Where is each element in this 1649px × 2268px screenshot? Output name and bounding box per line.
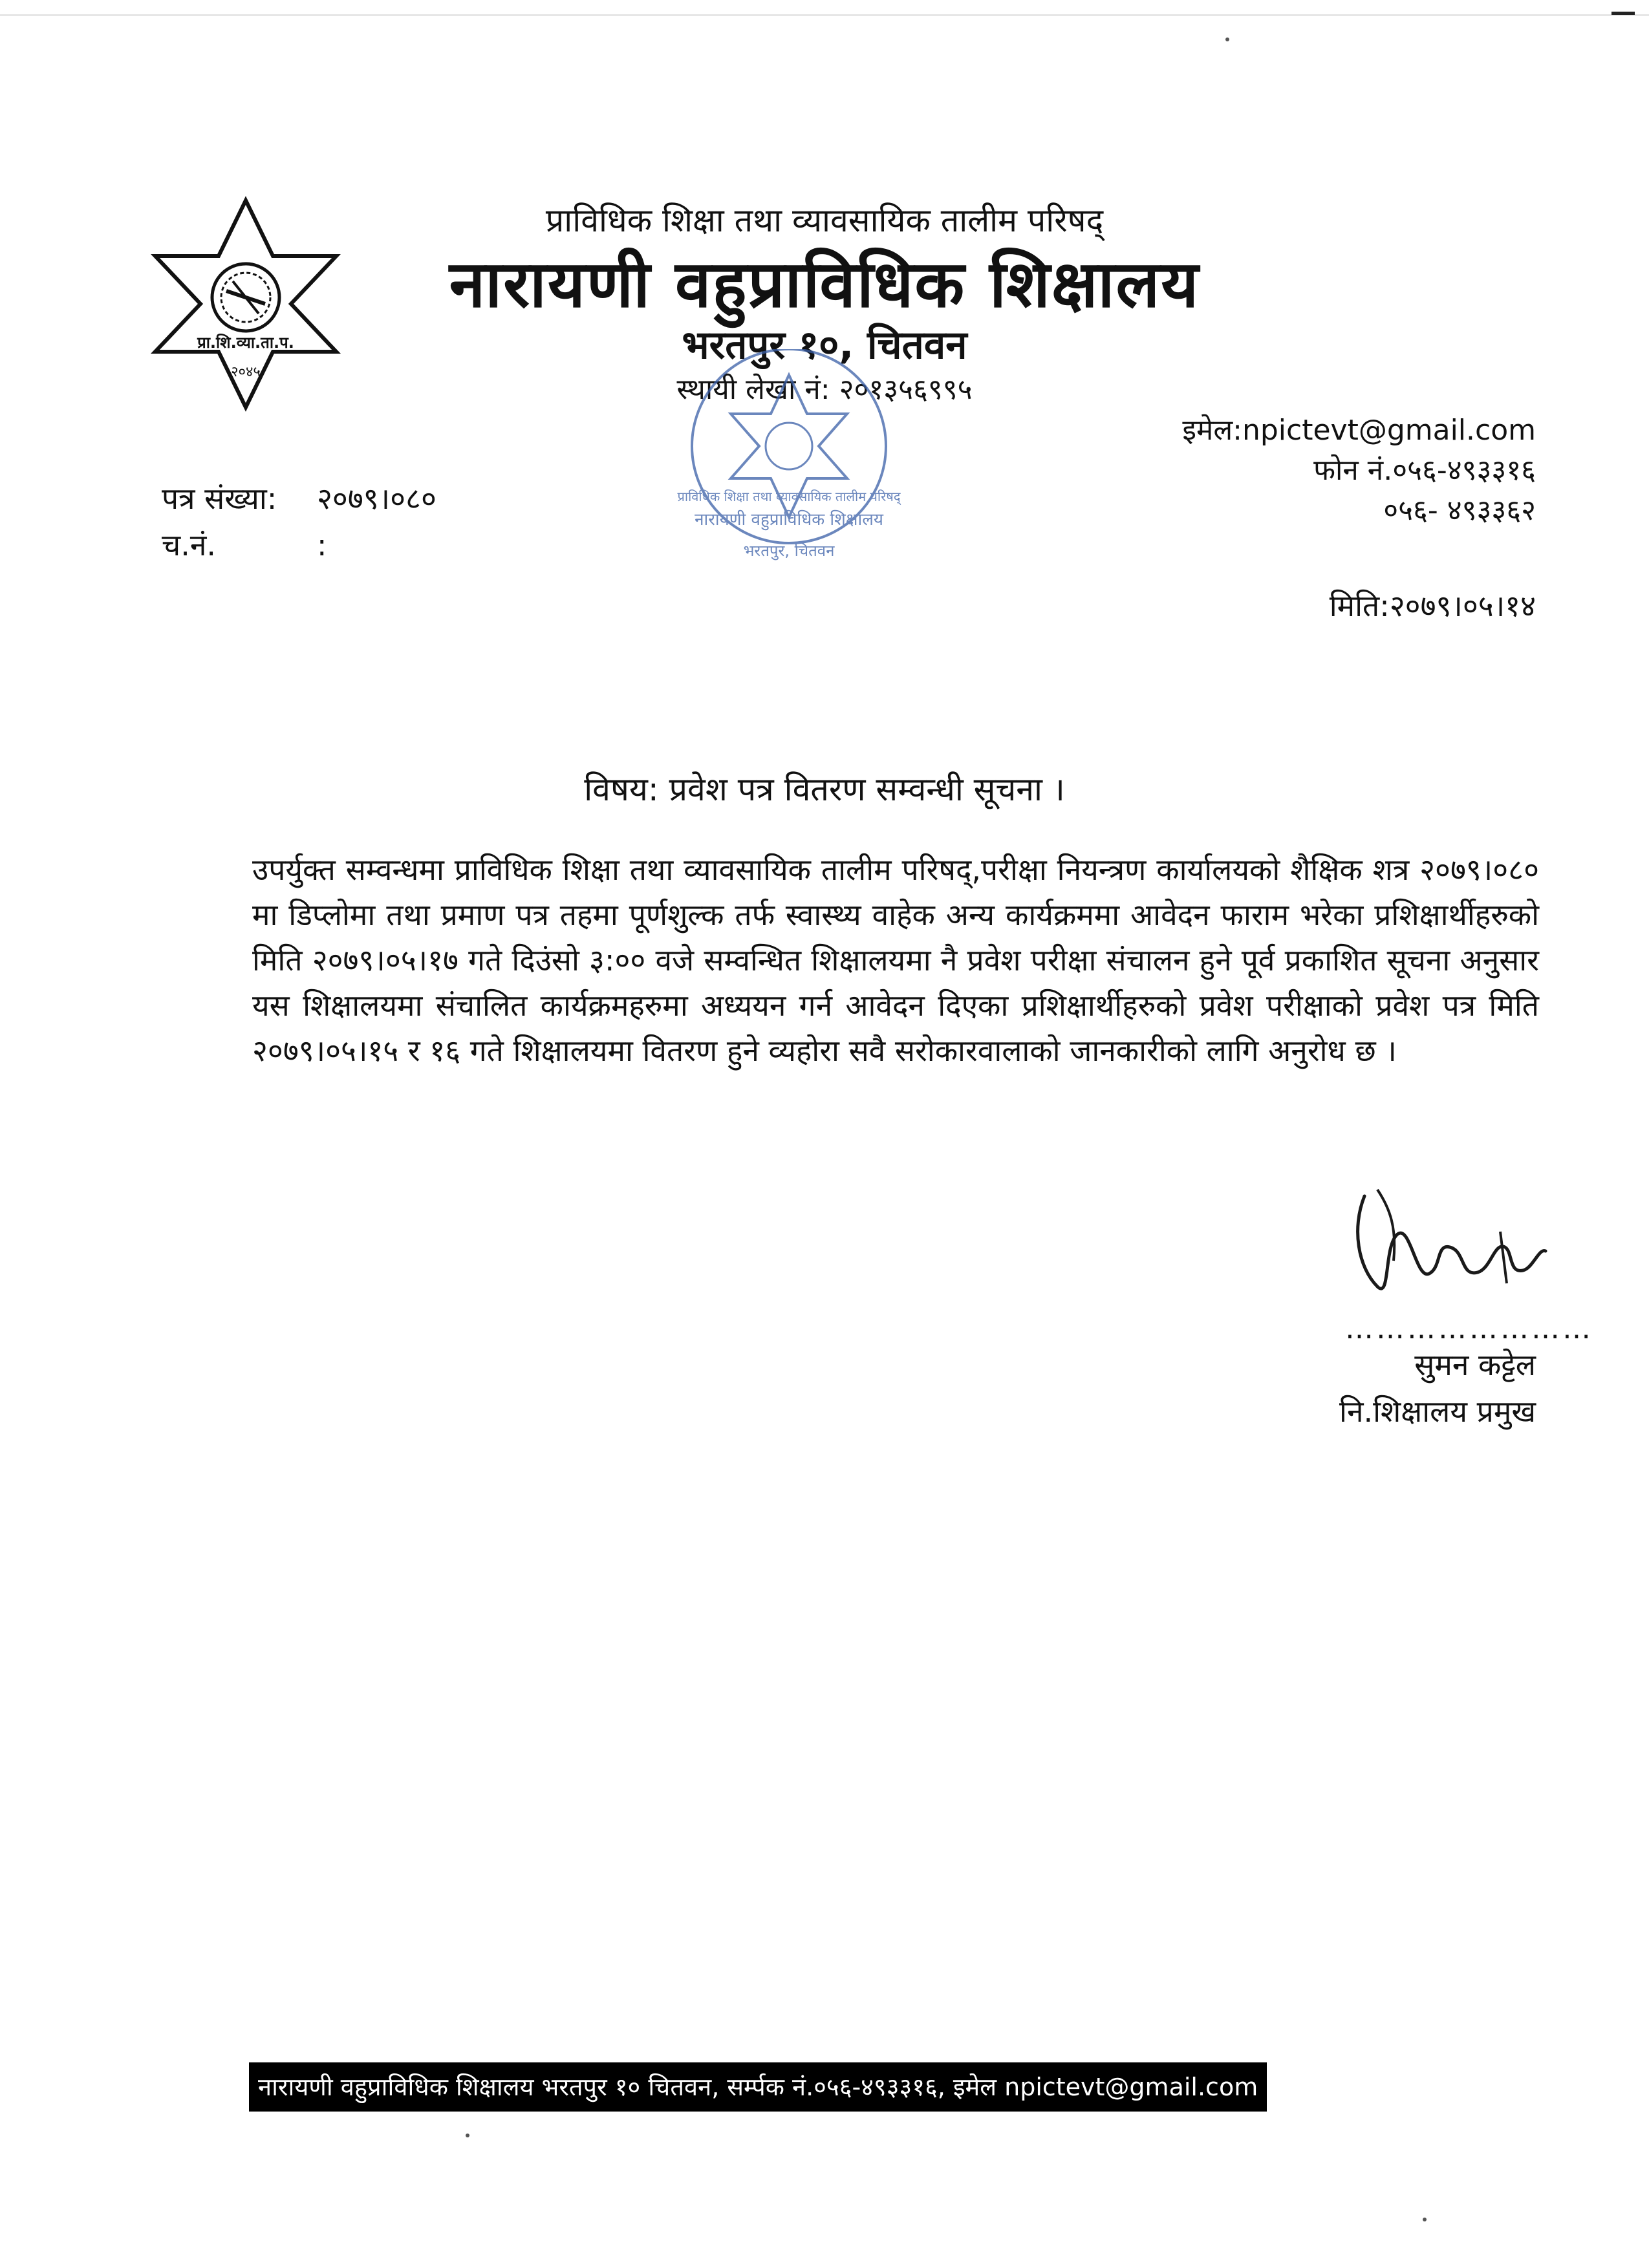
logo-year: २०४५ xyxy=(231,364,261,380)
subject-line: विषय: प्रवेश पत्र वितरण सम्वन्धी सूचना । xyxy=(584,771,1065,808)
college-name: नारायणी वहुप्राविधिक शिक्षालय xyxy=(449,246,1200,322)
contact-email: इमेल:npictevt@gmail.com xyxy=(1182,414,1536,447)
contact-block xyxy=(1182,411,1536,531)
signature-line: …………………… xyxy=(1345,1312,1593,1345)
signatory-title: नि.शिक्षालय प्रमुख xyxy=(1339,1394,1536,1429)
letter-date: मिति:२०७९।०५।१४ xyxy=(1329,588,1536,623)
handwritten-signature xyxy=(1339,1170,1558,1319)
stamp-bottom-text: भरतपुर, चितवन xyxy=(743,542,835,560)
notice-body: उपर्युक्त सम्वन्धमा प्राविधिक शिक्षा तथा व्यावसायिक तालीम परिषद्,परीक्षा नियन्त्रण कार्यालयको शैक्षिक शत्र २०७९।०८० मा डिप्लोमा तथा प्रमाण पत्र तहमा पूर्णशुल्क तर्फ स्वास्थ्य वाहेक अन्य कार्यक्रममा आवेदन फाराम भरेका प्रशिक्षार्थीहरुको मिति २०७९।०५।१७ गते दिउंसो ३:०० वजे सम्वन्धित शिक्षालयमा नै प्रवेश परीक्षा संचालन हुने पूर्व प्रकाशित सूचना अनुसार यस शिक्षालयमा संचालित कार्यक्रमहरुमा अध्ययन गर्न आवेदन दिएका प्रशिक्षार्थीहरुको प्रवेश परीक्षाको प्रवेश पत्र मिति २०७९।०५।१५ र १६ गते शिक्षालयमा वितरण हुने व्यहोरा सवै सरोकारवालाको जानकारीको लागि अनुरोध छ । xyxy=(252,852,1539,1068)
council-name: प्राविधिक शिक्षा तथा व्यावसायिक तालीम परिषद् xyxy=(545,202,1104,239)
stamp-outer-text: प्राविधिक शिक्षा तथा व्यावसायिक तालीम परिषद् xyxy=(677,489,901,504)
office-stamp xyxy=(660,349,918,582)
college-address: भरतपुर १०, चितवन xyxy=(682,323,967,368)
letter-reference xyxy=(162,475,436,568)
scan-speck xyxy=(1423,2218,1427,2221)
scan-top-edge xyxy=(0,14,1649,16)
dispatch-number-label: च.नं. xyxy=(162,528,216,562)
footer-bar: नारायणी वहुप्राविधिक शिक्षालय भरतपुर १० चितवन, सर्म्पक नं.०५६-४९३३१६, इमेल npictevt@gmail.com xyxy=(249,2062,1267,2112)
contact-phone-1: फोन नं.०५६-४९३३१६ xyxy=(1313,454,1536,487)
letter-number-value: २०७९।०८० xyxy=(317,481,436,516)
scan-speck xyxy=(1225,37,1229,41)
dispatch-number-value: : xyxy=(317,528,327,562)
contact-phone-2: ०५६- ४९३३६२ xyxy=(1383,494,1536,527)
letter-number-label: पत्र संख्या: xyxy=(162,481,277,516)
stamp-inner-text: नारायणी वहुप्राविधिक शिक्षालय xyxy=(695,510,883,530)
pan-number: स्थायी लेखा नं: २०१३५६९९५ xyxy=(676,373,973,406)
scan-speck xyxy=(466,2134,469,2137)
logo-inner-text: प्रा.शि.व्या.ता.प. xyxy=(197,334,294,352)
scan-corner-mark xyxy=(1611,12,1635,15)
signatory-block xyxy=(1339,1342,1536,1435)
signatory-name: सुमन कट्टेल xyxy=(1414,1347,1536,1382)
